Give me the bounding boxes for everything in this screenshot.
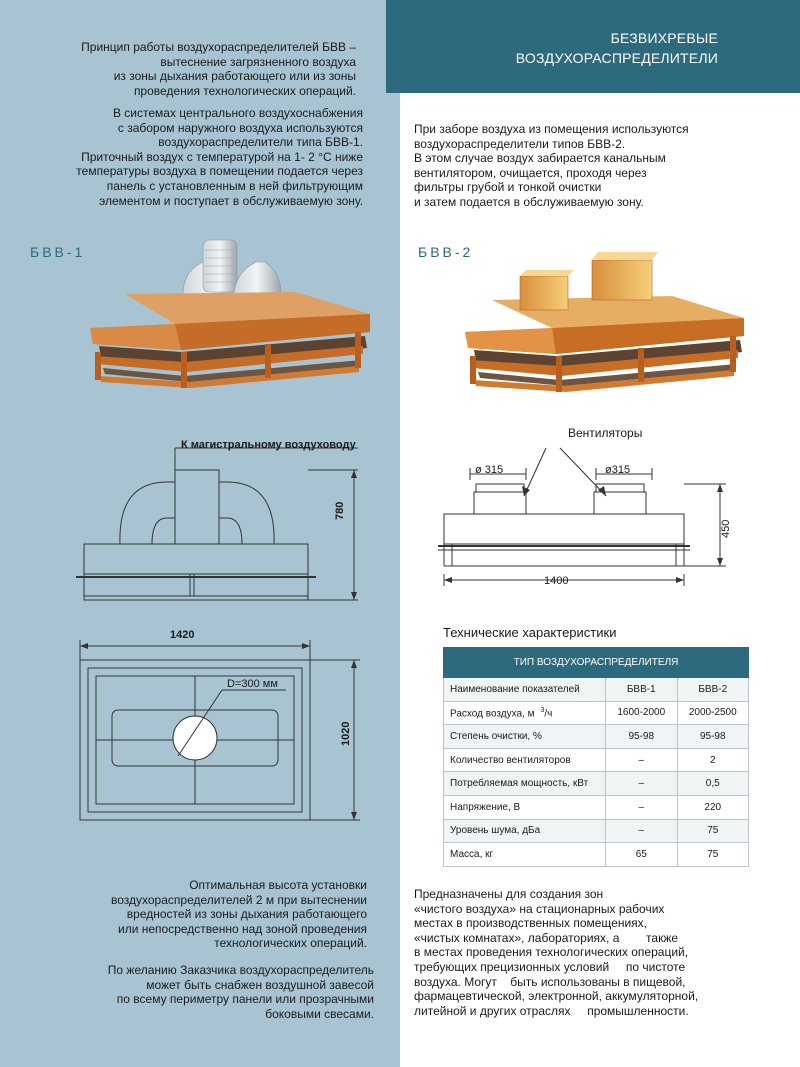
row-value-bvv2: 75 [677,819,749,843]
text-line: вытеснение загрязненного воздуха [160,54,356,69]
text-line: В этом случае воздух забирается канальным [414,151,666,166]
text-line: Предназначены для создания зон [414,887,604,901]
text-line: литейной и других отраслях промышленности. [414,1003,689,1018]
bvv2-diameter-left: ø 315 [475,464,504,476]
column-header-bvv2: БВВ-2 [677,678,749,702]
text-line: боковыми свесами. [265,1006,374,1021]
bvv1-width-dimension: 1420 [170,629,195,641]
table-row [444,725,749,749]
bvv1-front-view-drawing [72,436,362,604]
text-line: температуры воздуха в помещении подается через [76,164,363,179]
row-name: Степень очистки, % [444,725,606,749]
row-name: Уровень шума, дБа [444,819,606,843]
right-intro-text [414,122,734,210]
text-line: При заборе воздуха из помещения используются [414,122,689,136]
page-title [516,28,718,68]
text-line: проведения технологических операций. [133,83,356,98]
table-row [444,795,749,819]
table-row [444,772,749,796]
bvv1-duct-label: К магистральному воздуховоду [181,439,356,451]
spec-table [443,647,749,867]
bvv2-width-dimension: 1400 [544,575,569,587]
text-line: фармацевтической, электронной, аккумуляторной, [414,989,699,1004]
text-line: фильтры грубой и тонкой очистки [414,180,602,195]
text-line: воздуха. Могут быть использованы в пищевой, [414,974,686,989]
bvv1-plan-view-drawing [72,634,362,826]
header-band [386,0,800,93]
text-line: воздухораспределители типа БВВ-1. [158,135,363,150]
text-line: панель с установленным в ней фильтрующим [106,178,363,193]
row-name: Напряжение, В [444,795,606,819]
row-value-bvv1: – [606,748,678,772]
model-label-bvv1: БВВ-1 [30,244,86,260]
text-line: технологических операций. [214,936,367,951]
text-line: вредностей из зоны дыхания работающего [126,907,367,922]
text-line: из зоны дыхания работающего или из зоны [113,69,356,84]
text-line: и затем подается в обслуживаемую зону. [414,194,644,209]
bvv1-height-dimension: 780 [334,501,346,520]
spec-table-header: ТИП ВОЗДУХОРАСПРЕДЕЛИТЕЛЯ [444,648,749,678]
table-row [444,701,749,725]
row-name: Масса, кг [444,843,606,867]
text-line: воздухораспределители типов БВВ-2. [414,136,626,151]
text-line: в местах проведения технологических операций, [414,945,689,960]
text-line: «чистых комнатах», лабораториях, а также [414,930,679,945]
table-row [444,748,749,772]
row-value-bvv2: 95-98 [677,725,749,749]
bvv1-depth-dimension: 1020 [340,721,352,746]
row-name [444,701,606,725]
text-line: с забором наружного воздуха используются [117,120,363,135]
row-value-bvv2: 2000-2500 [677,701,749,725]
text-line: Приточный воздух с температурой на 1- 2 °С ниже [81,149,363,164]
text-line: Принцип работы воздухораспределителей БВВ – [81,40,356,54]
bvv2-height-dimension: 450 [720,519,732,538]
bvv2-fans-label: Вентиляторы [568,426,643,440]
spec-table-column-row [444,678,749,702]
bvv1-diameter-label: D=300 мм [227,678,278,690]
spec-table-header-row [444,648,749,678]
row-value-bvv1: – [606,795,678,819]
row-value-bvv2: 75 [677,843,749,867]
row-value-bvv2: 0,5 [677,772,749,796]
left-intro-p2 [30,106,363,208]
bvv2-product-illustration [462,240,752,400]
left-bottom-p2 [30,963,374,1021]
row-value-bvv1: – [606,772,678,796]
row-value-bvv1: – [606,819,678,843]
spec-table-title: Технические характеристики [443,625,617,640]
row-value-bvv2: 220 [677,795,749,819]
text-line: или непосредственно над зоной проведения [118,921,367,936]
text-line: По желанию Заказчика воздухораспределитель [107,963,374,977]
text-line: местах в производственных помещениях, [414,916,647,931]
text-line: элементом и поступает в обслуживаемую зону. [99,193,363,208]
text-line: требующих прецизионных условий по чистоте [414,959,686,974]
row-value-bvv1: 95-98 [606,725,678,749]
row-name-text: Расход воздуха, м [450,708,535,720]
row-name-superscript: 3 [540,706,545,714]
column-header-name: Наименование показателей [444,678,606,702]
text-line: воздухораспределителей 2 м при вытеснении [111,892,367,907]
row-name: Потребляемая мощность, кВт [444,772,606,796]
column-header-bvv1: БВВ-1 [606,678,678,702]
table-row [444,843,749,867]
title-line-2: ВОЗДУХОРАСПРЕДЕЛИТЕЛИ [515,50,718,66]
left-intro-p1 [30,40,356,98]
row-value-bvv1: 65 [606,843,678,867]
left-bottom-p1 [30,878,367,951]
text-line: по всему периметру панели или прозрачными [116,992,374,1007]
bvv1-product-illustration [85,232,385,400]
row-name-unit: /ч [544,708,553,720]
text-line: Оптимальная высота установки [189,878,367,892]
model-label-bvv2: БВВ-2 [418,244,474,260]
text-line: «чистого воздуха» на стационарных рабочих [414,901,665,916]
text-line: вентилятором, очищается, проходя через [414,165,647,180]
row-value-bvv2: 2 [677,748,749,772]
bvv2-front-view-drawing [436,428,736,618]
row-value-bvv1: 1600-2000 [606,701,678,725]
text-line: В системах центрального воздухоснабжения [112,106,363,120]
table-row [444,819,749,843]
right-bottom-text [414,887,734,1018]
row-name: Количество вентиляторов [444,748,606,772]
bvv2-diameter-right: ø315 [605,464,631,476]
text-line: может быть снабжен воздушной завесой [146,977,374,992]
title-line-1: БЕЗВИХРЕВЫЕ [610,30,718,46]
